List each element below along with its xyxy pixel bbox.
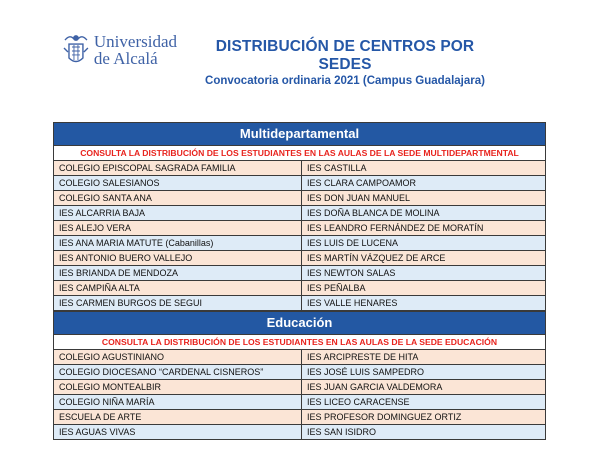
- section-note-link[interactable]: CONSULTA LA DISTRIBUCIÓN DE LOS ESTUDIANTES EN LAS AULAS DE LA SEDE EDUCACIÓN: [54, 335, 546, 350]
- school-cell: IES PROFESOR DOMINGUEZ ORTIZ: [302, 410, 546, 425]
- school-cell: COLEGIO NIÑA MARÍA: [54, 395, 302, 410]
- school-cell: IES SAN ISIDRO: [302, 425, 546, 440]
- document-heading: [190, 38, 500, 89]
- table-row: [54, 176, 546, 191]
- table-row: [54, 365, 546, 380]
- university-crest-icon: [62, 32, 90, 68]
- section-header: [54, 312, 546, 335]
- section-title: Educación: [54, 312, 546, 335]
- school-cell: IES DOÑA BLANCA DE MOLINA: [302, 206, 546, 221]
- school-cell: IES ALEJO VERA: [54, 221, 302, 236]
- section-note-row: [54, 146, 546, 161]
- section-note-row: [54, 335, 546, 350]
- school-cell: IES CAMPIÑA ALTA: [54, 281, 302, 296]
- logo-line-2: de Alcalá: [93, 49, 158, 68]
- section-header: [54, 123, 546, 146]
- school-cell: IES CASTILLA: [302, 161, 546, 176]
- table-row: [54, 191, 546, 206]
- school-cell: IES CLARA CAMPOAMOR: [302, 176, 546, 191]
- table-row: [54, 161, 546, 176]
- school-cell: IES AGUAS VIVAS: [54, 425, 302, 440]
- school-cell: IES ALCARRIA BAJA: [54, 206, 302, 221]
- school-cell: IES JUAN GARCIA VALDEMORA: [302, 380, 546, 395]
- table-row: [54, 251, 546, 266]
- table-row: [54, 206, 546, 221]
- school-cell: IES NEWTON SALAS: [302, 266, 546, 281]
- school-cell: COLEGIO AGUSTINIANO: [54, 350, 302, 365]
- school-cell: IES ANTONIO BUERO VALLEJO: [54, 251, 302, 266]
- school-cell: COLEGIO SALESIANOS: [54, 176, 302, 191]
- school-cell: COLEGIO MONTEALBIR: [54, 380, 302, 395]
- table-row: [54, 395, 546, 410]
- sede-table-multidepartamental: [53, 122, 546, 311]
- school-cell: IES VALLE HENARES: [302, 296, 546, 311]
- school-cell: IES ARCIPRESTE DE HITA: [302, 350, 546, 365]
- school-cell: IES LEANDRO FERNÁNDEZ DE MORATÍN: [302, 221, 546, 236]
- school-cell: ESCUELA DE ARTE: [54, 410, 302, 425]
- school-cell: IES CARMEN BURGOS DE SEGUI: [54, 296, 302, 311]
- table-row: [54, 266, 546, 281]
- logo-wordmark: [94, 33, 177, 67]
- section-title: Multidepartamental: [54, 123, 546, 146]
- school-cell: IES DON JUAN MANUEL: [302, 191, 546, 206]
- school-cell: COLEGIO EPISCOPAL SAGRADA FAMILIA: [54, 161, 302, 176]
- logo-line-1: Universidad: [93, 32, 177, 51]
- page-subtitle: Convocatoria ordinaria 2021 (Campus Guadalajara): [205, 75, 485, 87]
- table-row: [54, 380, 546, 395]
- table-row: [54, 296, 546, 311]
- page-title: DISTRIBUCIÓN DE CENTROS POR SEDES: [215, 38, 475, 73]
- school-cell: IES BRIANDA DE MENDOZA: [54, 266, 302, 281]
- school-cell: IES JOSÉ LUIS SAMPEDRO: [302, 365, 546, 380]
- school-cell: IES MARTÍN VÁZQUEZ DE ARCE: [302, 251, 546, 266]
- school-cell: COLEGIO DIOCESANO “CARDENAL CISNEROS”: [54, 365, 302, 380]
- school-cell: IES PEÑALBA: [302, 281, 546, 296]
- table-row: [54, 236, 546, 251]
- school-cell: COLEGIO SANTA ANA: [54, 191, 302, 206]
- university-logo: [62, 31, 177, 69]
- school-cell: IES LUIS DE LUCENA: [302, 236, 546, 251]
- school-cell: IES LICEO CARACENSE: [302, 395, 546, 410]
- table-row: [54, 281, 546, 296]
- sede-table-educacion: [53, 311, 546, 440]
- table-row: [54, 221, 546, 236]
- table-row: [54, 425, 546, 440]
- table-row: [54, 350, 546, 365]
- school-cell: IES ANA MARIA MATUTE (Cabanillas): [54, 236, 302, 251]
- section-note-link[interactable]: CONSULTA LA DISTRIBUCIÓN DE LOS ESTUDIANTES EN LAS AULAS DE LA SEDE MULTIDEPARTMENTAL: [54, 146, 546, 161]
- table-row: [54, 410, 546, 425]
